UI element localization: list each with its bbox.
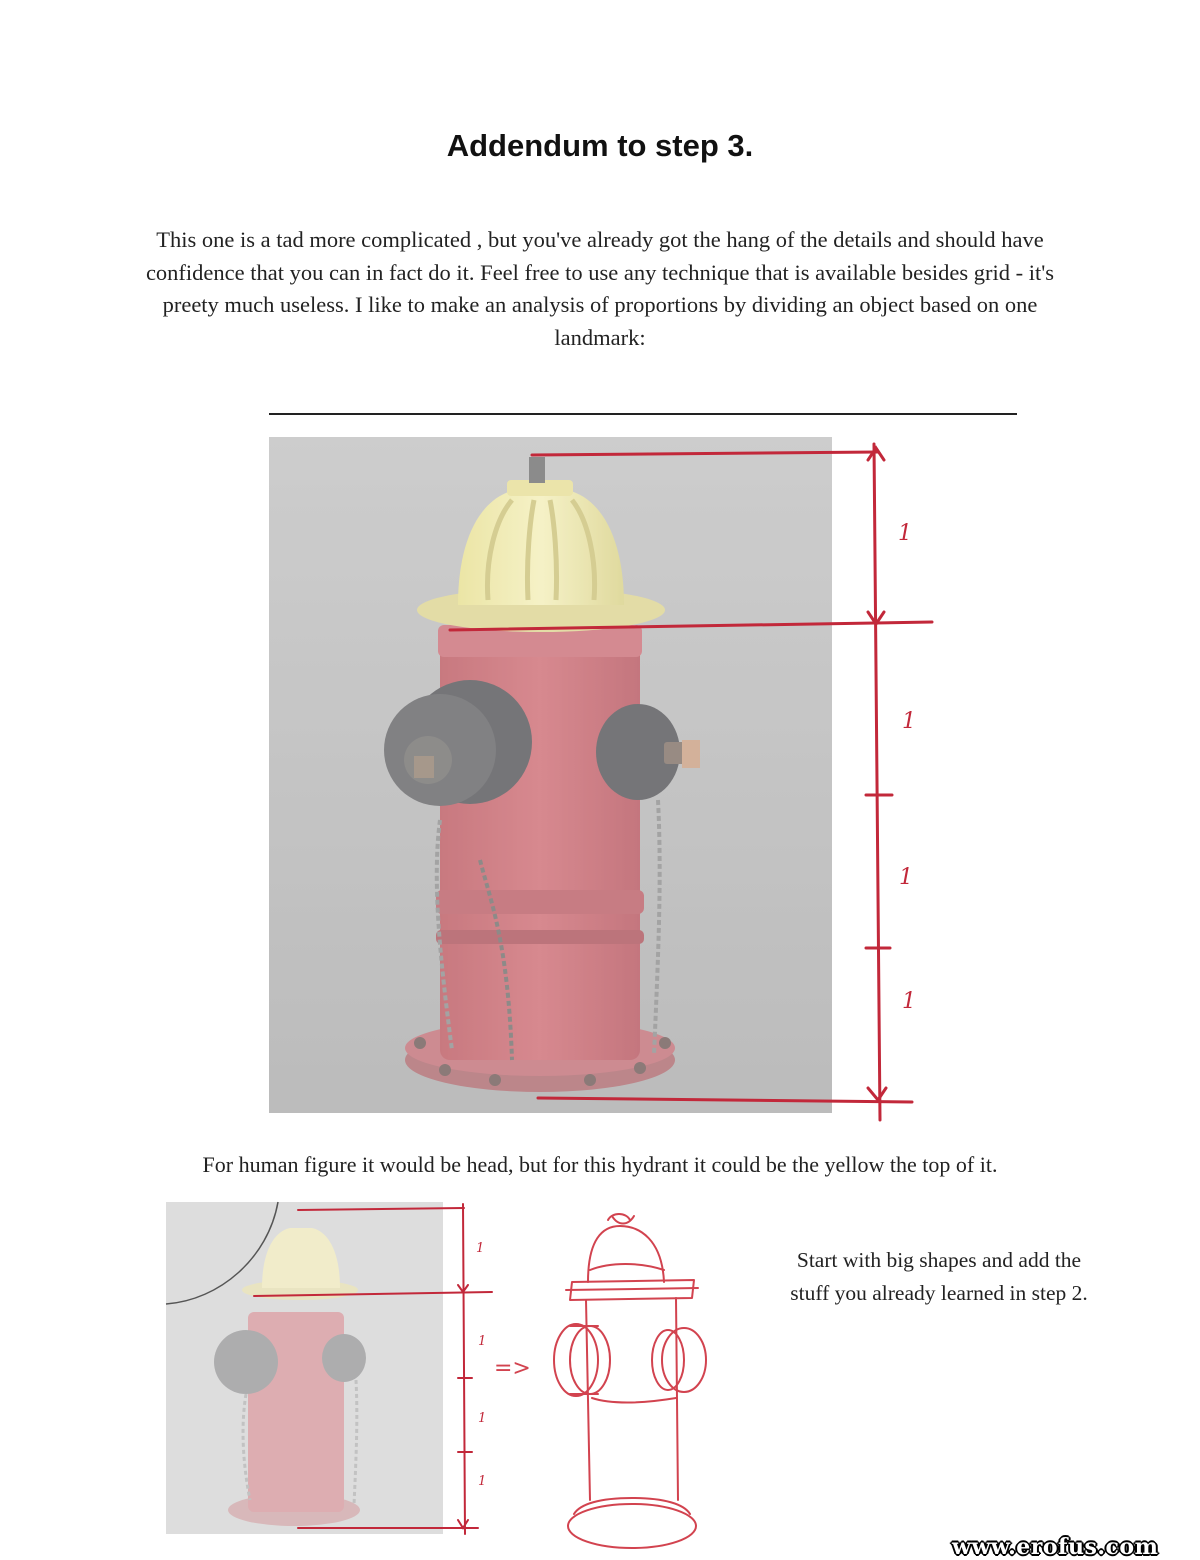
intro-paragraph: This one is a tad more complicated , but you've already got the hang of the details and should have confidence that you can in fact do it. Feel free to use any technique that is available besides grid - it's preety much useless. I like to make an analysis of proportions by dividing an object based on one landmark: <box>145 227 1055 350</box>
hydrant-photo-small <box>166 1202 443 1534</box>
unit-label-small: 1 <box>476 1241 485 1256</box>
unit-label: 1 <box>902 709 916 734</box>
unit-label-small: 1 <box>478 1411 487 1426</box>
unit-label: 1 <box>899 865 913 890</box>
arrowhead <box>868 448 884 460</box>
sketch-dome <box>588 1226 664 1282</box>
arrow-indicator: => <box>494 1356 531 1381</box>
watermark: www.erofus.com <box>952 1534 1159 1560</box>
unit-label: 1 <box>902 989 916 1014</box>
unit-label: 1 <box>898 521 912 546</box>
hydrant-photo-main <box>269 437 832 1113</box>
unit-label-small: 1 <box>478 1474 487 1489</box>
hydrant-sketch <box>554 1214 706 1548</box>
page-title: Addendum to step 3. <box>446 128 754 163</box>
figure-caption: For human figure it would be head, but for this hydrant it could be the yellow the top of it. <box>202 1152 998 1177</box>
side-note: Start with big shapes and add the stuff you already learned in step 2. <box>790 1248 1088 1305</box>
sketch-base <box>568 1504 696 1548</box>
measure-axis <box>874 444 880 1120</box>
unit-label-small: 1 <box>478 1334 487 1349</box>
arrowhead <box>868 1088 886 1100</box>
